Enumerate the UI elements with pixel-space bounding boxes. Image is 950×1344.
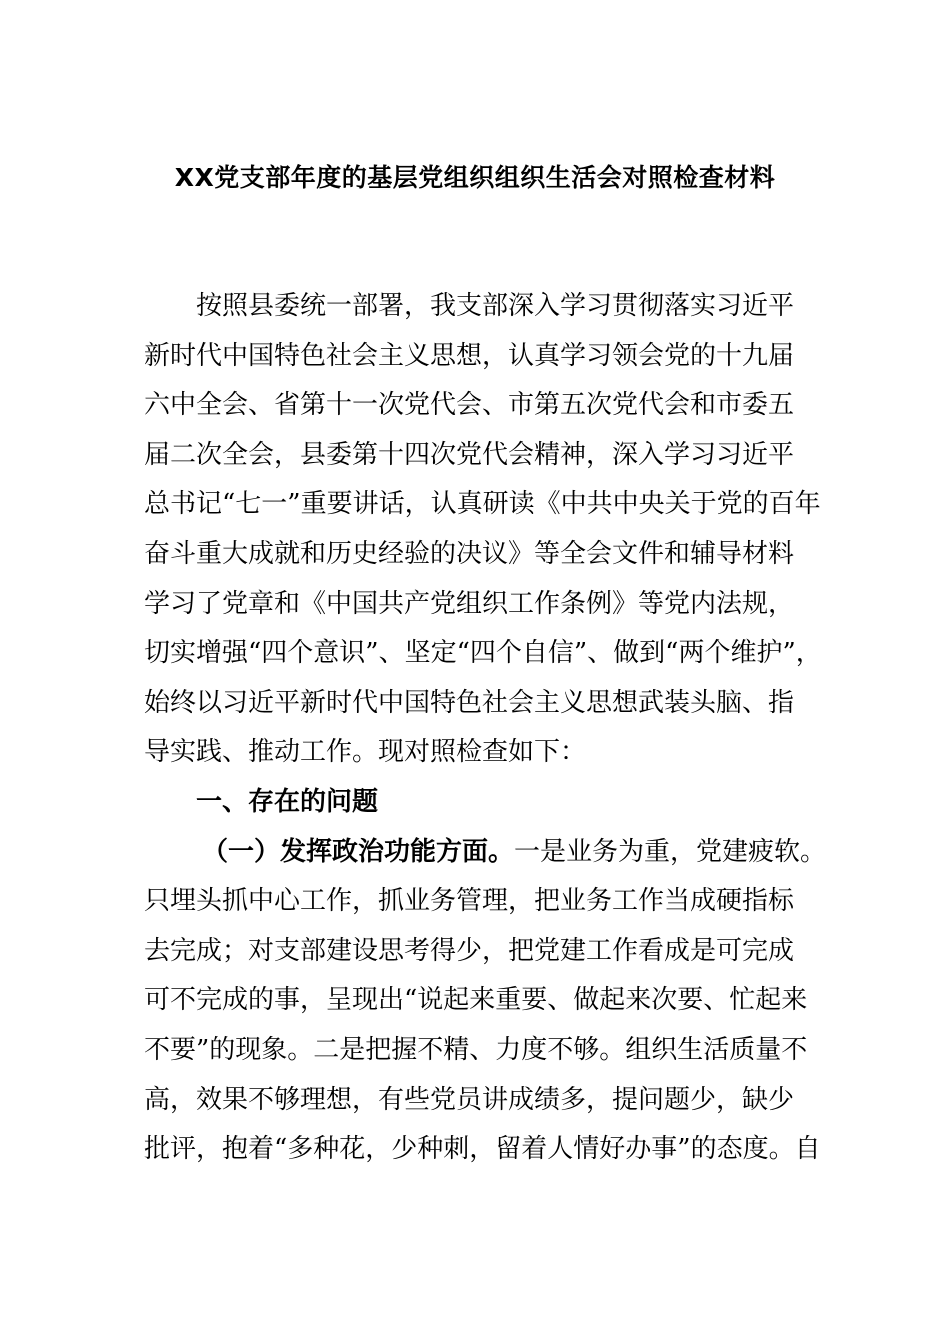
text-line: 切实增强“四个意识”、坚定“四个自信”、做到“两个维护”， [144, 638, 822, 669]
subsection-heading: （一）发挥政治功能方面。 [202, 836, 515, 867]
text-line: 可不完成的事，呈现出“说起来重要、做起来次要、忙起来 [144, 985, 808, 1016]
text-line: 届二次全会，县委第十四次党代会精神，深入学习习近平 [144, 439, 795, 470]
text-line: 按照县委统一部署，我支部深入学习贯彻落实习近平 [196, 291, 795, 321]
paragraph-intro [144, 282, 822, 778]
text-line: 学习了党章和《中国共产党组织工作条例》等党内法规， [144, 588, 795, 619]
text-line: 去完成；对支部建设思考得少，把党建工作看成是可完成 [144, 935, 795, 966]
text-line: 只埋头抓中心工作，抓业务管理，把业务工作当成硬指标 [144, 886, 795, 917]
text-line: 六中全会、省第十一次党代会、市第五次党代会和市委五 [144, 390, 795, 421]
text-line: 批评，抱着“多种花，少种刺，留着人情好办事”的态度。自 [144, 1134, 821, 1165]
document-body [144, 282, 827, 1175]
document-title: XX党支部年度的基层党组织组织生活会对照检查材料 [174, 163, 776, 192]
text-line: 导实践、推动工作。现对照检查如下： [144, 737, 587, 768]
text-line: 高，效果不够理想，有些党员讲成绩多，提问题少，缺少 [144, 1084, 795, 1115]
text-line: 始终以习近平新时代中国特色社会主义思想武装头脑、指 [144, 687, 795, 718]
paragraph-political-function [144, 828, 827, 1175]
text-line: 新时代中国特色社会主义思想，认真学习领会党的十九届 [144, 340, 795, 371]
text-line: 不要”的现象。二是把握不精、力度不够。组织生活质量不 [144, 1034, 808, 1065]
text-line: 总书记“七一”重要讲话，认真研读《中共中央关于党的百年 [144, 489, 821, 520]
text-line: 奋斗重大成就和历史经验的决议》等全会文件和辅导材料 [144, 538, 795, 569]
text-line-first [144, 828, 827, 878]
section-heading: 一、存在的问题 [196, 786, 379, 817]
text-span: 一是业务为重，党建疲软。 [514, 836, 827, 867]
